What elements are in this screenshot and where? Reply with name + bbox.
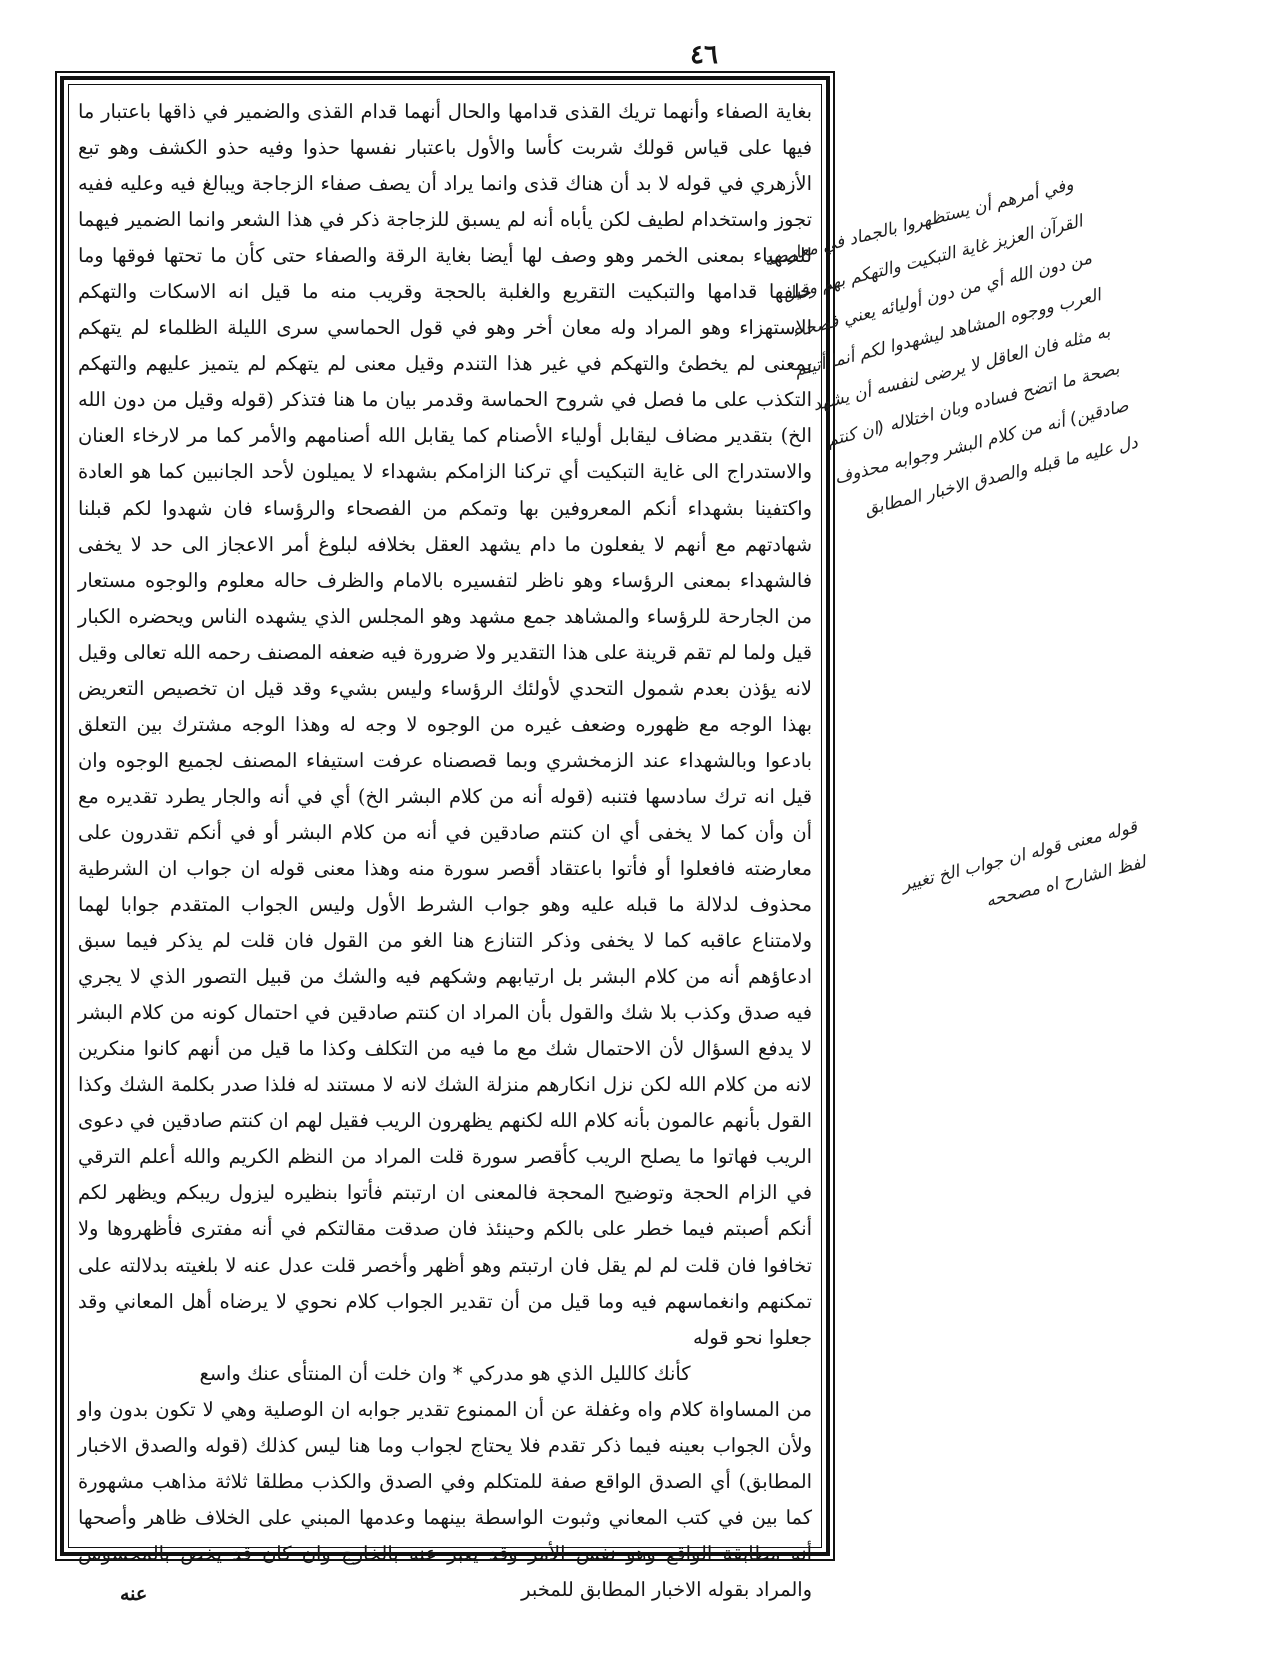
margin-note-lower: قوله معنى قوله ان جواب الخ تغيير لفظ الشارح اه مصححه xyxy=(899,817,1148,912)
text-frame xyxy=(60,76,830,1601)
quoted-verse: كأنك كالليل الذي هو مدركي * وان خلت أن المنتأى عنك واسع xyxy=(199,1361,691,1385)
main-paragraph-2: من المساواة كلام واه وغفلة عن أن الممنوع تقدير جوابه ان الوصلية وهي لا تكون بدون واو ولأن الجواب بعينه فيما ذكر تقدم فلا يحتاج لجواب وما هنا ليس كذلك (قوله والصدق الاخبار المطابق) أي الصدق الواقع صفة للمتكلم وفي الصدق والكذب مطلقا ثلاثة مذاهب مشهورة كما بين في كتب المعاني وثبوت الواسطة بينهما وعدمها المبني على الخلاف ظاهر وأصحها أنه مطابقة الواقع وهو نفس الأمر وقد يعبر عنه بالخارج وان كان قد يخص بالمحسوس والمراد بقوله الاخبار المطابق للمخبر xyxy=(78,1397,812,1601)
catchword: عنه xyxy=(120,1583,148,1605)
main-paragraph-1: بغاية الصفاء وأنهما تريك القذى قدامها والحال أنهما قدام القذى والضمير في ذاقها باعتبار ما فيها على قياس قولك شربت كأسا والأول باعتبار نفسها حذوا وفيه حذو الكشف وهو تبع الأزهري في قوله لا بد أن هناك قذى وانما يراد أن يصف صفاء الزجاجة ويبالغ فيه وعليه ففيه تجوز واستخدام لطيف لكن يأباه أنه لم يسبق للزجاجة ذكر في هذا الشعر وانما الضمير فيهما للصهباء بمعنى الخمر وهو وصف لها أيضا بغاية الرقة والصفاء حتى كأن ما تحتها فوقها وما خلفها قدامها والتبكيت التقريع والغلبة بالحجة وقريب منه ما قيل انه الاسكات والتهكم الاستهزاء وهو المراد وله معان أخر وهو في قول الحماسي سرى الليلة الظلماء لم يتهكم بمعنى لم يخطئ والتهكم في غير هذا التندم وقيل معنى لم يتهكم لم يتميز عليهم والتهكم التكذب على ما فصل في شروح الحماسة وقدمر بيان ما هنا فتذكر (قوله وقيل من دون الله الخ) بتقدير مضاف ليقابل أولياء الأصنام كما يقابل الله أصنامهم والأمر كما مر لارخاء العنان والاستدراج الى غاية التبكيت أي تركنا الزامكم بشهداء لا يميلون لأحد الجانبين كما هو العادة واكتفينا بشهداء أنكم المعروفين بها وتمكم من الفصحاء والرؤساء فان شهدوا لكم قبلنا شهادتهم مع أنهم لا يفعلون ما دام يشهد العقل بخلافه لبلوغ أمر الاعجاز الى حد لا يخفى فالشهداء بمعنى الرؤساء وهو ناظر لتفسيره بالامام والظرف حاله معلوم والوجوه مستعار من الجارحة للرؤساء والمشاهد جمع مشهد وهو المجلس الذي يشهده الناس ويحضره الكبار قيل ولما لم تقم قرينة على هذا التقدير ولا ضرورة فيه ضعفه المصنف رحمه الله تعالى وقيل لانه يؤذن بعدم شمول التحدي لأولئك الرؤساء وليس بشيء وقد قيل ان تخصيص التعريض بهذا الوجه مع ظهوره وضعف غيره من الوجوه لا وجه له وهذا الوجه مشترك بين التعلق بادعوا وبالشهداء عند الزمخشري وبما قصصناه عرفت استيفاء المصنف لجميع الوجوه وان قيل انه ترك سادسها فتنبه (قوله أنه من كلام البشر الخ) أي في أنه والجار يطرد تقديره مع أن وأن كما لا يخفى أي ان كنتم صادقين في أنه من كلام البشر أو في أنكم تقدرون على معارضته فافعلوا أو فأتوا باعتقاد أقصر سورة منه وهذا معنى قوله ان جواب ان الشرطية محذوف لدلالة ما قبله عليه وهو جواب الشرط الأول وليس الجواب المتقدم جوابا لهما ولامتناع عاقبه كما لا يخفى وذكر التنازع هنا الغو من القول فان قلت لم يذكر فيما سبق ادعاؤهم أنه من كلام البشر بل ارتيابهم وشكهم فيه والشك من قبيل التصور الذي لا يجري فيه صدق وكذب بلا شك والقول بأن المراد ان كنتم صادقين في احتمال كونه من كلام البشر لا يدفع السؤال لأن الاحتمال شك مع ما فيه من التكلف وكذا ما قيل من أنهم كانوا منكرين لانه من كلام الله لكن نزل انكارهم منزلة الشك لانه لا مستند له فلذا صدر بكلمة الشك وكذا القول بأنهم عالمون بأنه كلام الله لكنهم يظهرون الريب فقيل لهم ان كنتم صادقين في دعوى الريب فهاتوا ما يصلح الريب كأقصر سورة قلت المراد من النظم الكريم والله أعلم الترقي في الزام الحجة وتوضيح المحجة فالمعنى ان ارتبتم فأتوا بنظيره ليزول ريبكم ويظهر لكم أنكم أصبتم فيما خطر على بالكم وحينئذ فان صدقت مقالتكم في أنه مفترى فأظهروها ولا تخافوا فان قلت لم لم يقل فان ارتبتم وهو أظهر وأخصر قلت عدل عنه لا بلغيته بدلالته على تمكنهم وانغماسهم فيه وما قيل من أن تقدير الجواب كلام نحوي لا يرضاه أهل المعاني وقد جعلوا نحو قوله xyxy=(78,100,812,1349)
page-number: ٤٦ xyxy=(690,40,718,70)
margin-note-upper: وفي أمرهم أن يستظهروا بالجماد في معارضة القرآن العزيز غاية التبكيت والتهكم بهم وقيل من دون الله أي من دون أوليائه يعني فصحاء العرب ووجوه المشاهد ليشهدوا لكم أنما أتيتم به مثله فان العاقل لا يرضى لنفسه أن يشهد بصحة ما اتضح فساده وبان اختلاله (ان كنتم صادقين) أنه من كلام البشر وجوابه محذوف دل عليه ما قبله والصدق الاخبار المطابق xyxy=(762,174,1140,520)
main-text-body xyxy=(78,94,812,1601)
